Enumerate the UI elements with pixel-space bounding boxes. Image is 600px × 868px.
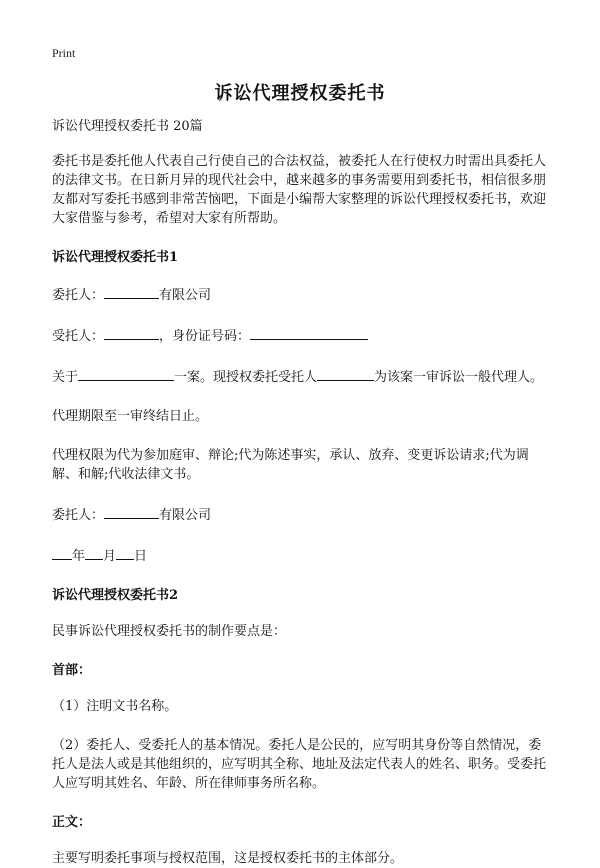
date-line	[52, 545, 552, 566]
section1-heading: 诉讼代理授权委托书1	[52, 250, 179, 265]
head-label: 首部：	[52, 663, 92, 678]
signer-blank	[104, 504, 159, 519]
term-paragraph: 代理期限至一审终结日止。	[52, 409, 209, 424]
document-body	[52, 117, 552, 868]
print-link[interactable]: Print	[52, 46, 76, 60]
signer-label: 委托人：	[52, 508, 105, 523]
agent-name-blank	[317, 366, 374, 381]
date-month-label: 月	[103, 549, 117, 564]
date-day-label: 日	[134, 549, 148, 564]
agent-label: 受托人：	[52, 329, 105, 344]
case-prefix: 关于	[52, 370, 79, 385]
agent-line	[52, 325, 552, 346]
item1-paragraph: （1）注明文书名称。	[52, 699, 178, 714]
year-blank	[52, 545, 72, 560]
principal-blank	[104, 284, 159, 299]
case-paragraph	[52, 366, 552, 387]
document-subtitle: 诉讼代理授权委托书 20篇	[52, 119, 203, 134]
signer-line	[52, 504, 552, 525]
principal-line	[52, 284, 552, 305]
case-suffix: 为该案一审诉讼一般代理人。	[374, 370, 544, 385]
section2-heading: 诉讼代理授权委托书2	[52, 588, 179, 603]
document-title: 诉讼代理授权委托书	[214, 83, 386, 104]
date-year-label: 年	[72, 549, 86, 564]
case-name-blank	[78, 366, 174, 381]
case-middle: 一案。现授权委托受托人	[174, 370, 318, 385]
id-label: ，身份证号码：	[159, 329, 251, 344]
scope-paragraph: 代理权限为代为参加庭审、辩论;代为陈述事实，承认、放弃、变更诉讼请求;代为调解、和解;代收法律文书。	[52, 448, 529, 482]
day-blank	[116, 545, 134, 560]
id-number-blank	[250, 325, 368, 340]
month-blank	[85, 545, 103, 560]
item2-paragraph: （2）委托人、受委托人的基本情况。委托人是公民的，应写明其身份等自然情况，委托人是法人或是其他组织的，应写明其全称、地址及法定代表人的姓名、职务。受委托人应写明其姓名、年龄、所在律师事务所名称。	[52, 738, 547, 791]
signer-suffix: 有限公司	[159, 508, 212, 523]
section2-lead: 民事诉讼代理授权委托书的制作要点是：	[52, 624, 287, 639]
agent-blank	[104, 325, 159, 340]
body-label: 正文：	[52, 815, 92, 830]
body-text: 主要写明委托事项与授权范围，这是授权委托书的主体部分。	[52, 851, 404, 866]
intro-paragraph: 委托书是委托他人代表自己行使自己的合法权益，被委托人在行使权力时需出具委托人的法律文书。在日新月异的现代社会中，越来越多的事务需要用到委托书，相信很多朋友都对写委托书感到非常苦恼吧，下面是小编帮大家整理的诉讼代理授权委托书，欢迎大家借鉴与参考，希望对大家有所帮助。	[52, 154, 547, 226]
principal-suffix: 有限公司	[159, 288, 212, 303]
principal-label: 委托人：	[52, 288, 105, 303]
